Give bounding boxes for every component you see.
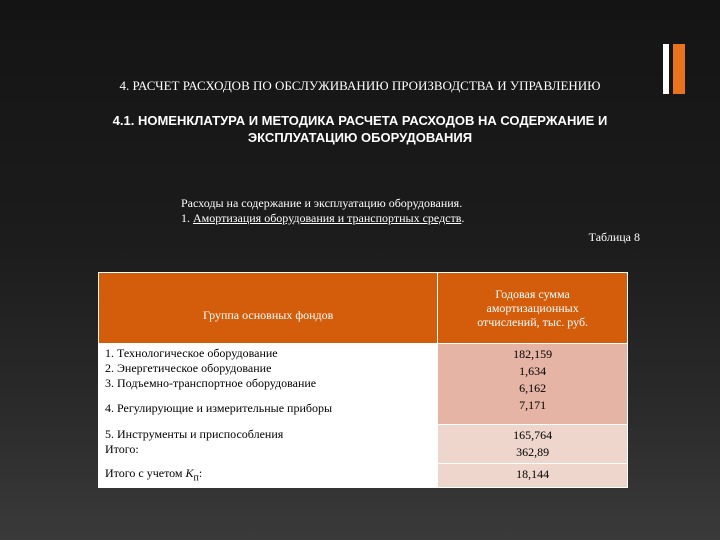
column-header-amount-line3: отчислений, тыс. руб. [477, 315, 589, 329]
kp-symbol: К [185, 466, 194, 480]
subsection-heading-line1: 4.1. НОМЕНКЛАТУРА И МЕТОДИКА РАСЧЕТА РАСХОДОВ НА СОДЕРЖАНИЕ И [112, 113, 608, 128]
column-header-group: Группа основных фондов [99, 273, 438, 344]
group-name: Итого: [105, 442, 139, 456]
group-names-block2 [99, 425, 438, 464]
intro-line2-suffix: . [461, 211, 465, 225]
amount-values-block1 [438, 344, 628, 425]
amount-value: 165,764 [513, 428, 553, 442]
intro-line2 [181, 211, 581, 226]
group-name: 3. Подъемно-транспортное оборудование [105, 376, 317, 390]
intro-text [181, 196, 581, 226]
total-label-suffix: : [198, 466, 203, 480]
subsection-heading-line2: ЭКСПЛУАТАЦИЮ ОБОРУДОВАНИЯ [247, 130, 473, 145]
amortization-link[interactable]: Амортизация оборудования и транспортных средств [193, 211, 462, 225]
total-label-prefix: Итого с учетом [105, 466, 186, 480]
amount-value: 6,162 [519, 381, 547, 395]
table-row [99, 425, 628, 464]
kp-symbol-subscript: п [193, 472, 199, 484]
column-header-amount [438, 273, 628, 344]
intro-line2-prefix: 1. [181, 211, 193, 225]
group-name: 4. Регулирующие и измерительные приборы [105, 401, 333, 415]
table-header-row [99, 273, 628, 344]
group-name: 2. Энергетическое оборудование [105, 361, 272, 375]
amortization-table [98, 272, 628, 488]
amount-value-total-with-kp: 18,144 [438, 464, 628, 488]
amount-values-block2 [438, 425, 628, 464]
column-header-amount-line2: амортизационных [486, 301, 579, 315]
group-name-total-with-kp [99, 464, 438, 488]
amount-value: 1,634 [519, 364, 547, 378]
amount-value: 362,89 [516, 445, 550, 459]
table-caption: Таблица 8 [588, 230, 640, 244]
spacer [105, 416, 431, 422]
group-name: 1. Технологическое оборудование [105, 346, 278, 360]
table-row [99, 344, 628, 425]
amount-value: 7,171 [519, 398, 547, 412]
spacer [105, 391, 431, 401]
amount-value: 182,159 [513, 347, 553, 361]
column-header-amount-line1: Годовая сумма [495, 287, 570, 301]
group-name: 5. Инструменты и приспособления [105, 427, 284, 441]
table-row [99, 464, 628, 488]
group-names-block1 [99, 344, 438, 425]
intro-line1: Расходы на содержание и эксплуатацию оборудования. [181, 196, 463, 210]
subsection-heading [60, 112, 660, 146]
section-heading: 4. РАСЧЕТ РАСХОДОВ ПО ОБСЛУЖИВАНИЮ ПРОИЗВОДСТВА И УПРАВЛЕНИЮ [119, 78, 601, 93]
